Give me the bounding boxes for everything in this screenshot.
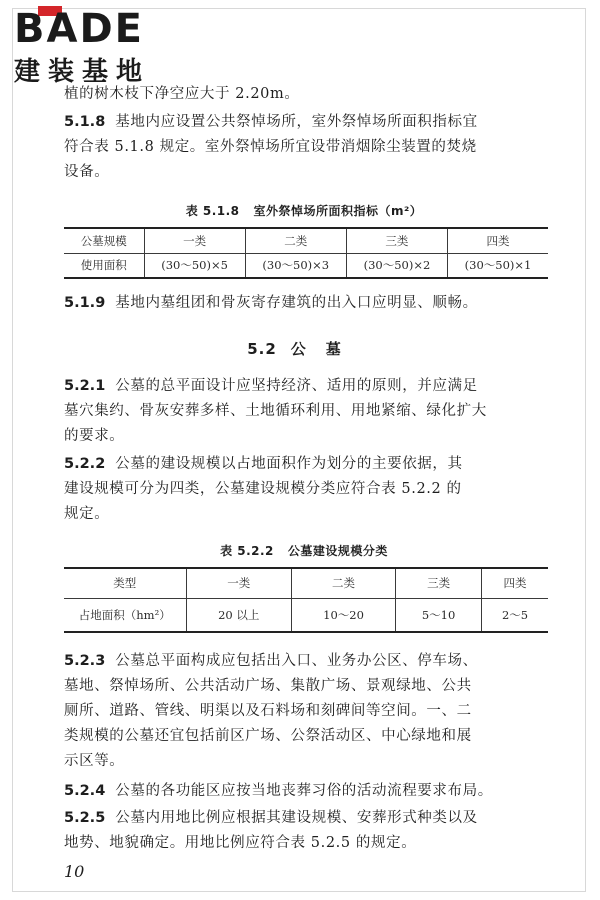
table-cell: 二类 (245, 228, 346, 253)
clause-number: 5.2.5 (64, 810, 106, 826)
table-cell: (30～50)×1 (448, 253, 548, 278)
clause-number: 5.2.1 (64, 378, 106, 394)
clause-line: 规定。 (64, 506, 110, 522)
clause-line: 公墓的总平面设计应坚持经济、适用的原则，并应满足 (115, 378, 478, 394)
table-cell: (30～50)×5 (144, 253, 245, 278)
intro-fragment: 植的树木枝下净空应大于 2.20m。 (64, 86, 300, 102)
caption-number: 表 5.1.8 (185, 204, 240, 218)
clause-line: 公墓总平面构成应包括出入口、业务办公区、停车场、 (115, 653, 478, 669)
page-number: 10 (64, 862, 85, 881)
table-cell: 一类 (144, 228, 245, 253)
section-heading-5-2 (64, 338, 544, 359)
table-5-2-2 (64, 567, 548, 633)
clause-line: 示区等。 (64, 753, 125, 769)
table-header-row (64, 228, 548, 253)
clause-number: 5.1.8 (64, 114, 106, 130)
table-cell: 5～10 (396, 598, 482, 632)
clause-5-2-3 (64, 649, 544, 774)
clause-line: 厕所、道路、管线、明渠以及石料场和刻碑间等空间。一、二 (64, 703, 472, 719)
clause-5-1-9 (64, 291, 544, 316)
table-row (64, 598, 548, 632)
clause-5-2-2 (64, 452, 544, 527)
table-cell: 四类 (448, 228, 548, 253)
caption-title: 公墓建设规模分类 (287, 544, 388, 558)
clause-text: 公墓的各功能区应按当地丧葬习俗的活动流程要求布局。 (115, 783, 493, 799)
clause-line: 类规模的公墓还宜包括前区广场、公祭活动区、中心绿地和展 (64, 728, 472, 744)
table-cell: 20 以上 (186, 598, 291, 632)
table-cell: 三类 (346, 228, 447, 253)
table-cell: 公墓规模 (64, 228, 144, 253)
table-caption-5-2-2 (64, 542, 544, 559)
table-cell: 类型 (64, 568, 186, 598)
table-cell: 使用面积 (64, 253, 144, 278)
table-5-1-8 (64, 227, 548, 279)
clause-number: 5.1.9 (64, 295, 106, 311)
table-cell: 占地面积（hm²） (64, 598, 186, 632)
clause-5-2-4 (64, 779, 544, 804)
clause-number: 5.2.2 (64, 456, 106, 472)
table-header-row (64, 568, 548, 598)
clause-line: 公墓内用地比例应根据其建设规模、安葬形式种类以及 (115, 810, 478, 826)
table-cell: (30～50)×2 (346, 253, 447, 278)
clause-5-2-5 (64, 806, 544, 856)
clause-number: 5.2.3 (64, 653, 106, 669)
clause-line: 墓地、祭悼场所、公共活动广场、集散广场、景观绿地、公共 (64, 678, 472, 694)
section-number: 5.2 (247, 340, 277, 358)
logo-subtitle: 建装基地 (14, 57, 151, 87)
clause-line: 符合表 5.1.8 规定。室外祭悼场所宜设带消烟除尘装置的焚烧 (64, 139, 477, 155)
section-title: 公墓 (290, 340, 361, 358)
table-cell: (30～50)×3 (245, 253, 346, 278)
clause-line: 基地内应设置公共祭悼场所，室外祭悼场所面积指标宜 (115, 114, 478, 130)
clause-line: 公墓的建设规模以占地面积作为划分的主要依据，其 (115, 456, 463, 472)
table-cell: 一类 (186, 568, 291, 598)
caption-number: 表 5.2.2 (220, 544, 274, 558)
clause-line: 地势、地貌确定。用地比例应符合表 5.2.5 的规定。 (64, 835, 417, 851)
caption-title: 室外祭悼场所面积指标（m²） (253, 204, 423, 218)
clause-line: 建设规模可分为四类，公墓建设规模分类应符合表 5.2.2 的 (64, 481, 462, 497)
logo-brand-text: BADE (14, 6, 144, 52)
table-cell: 四类 (482, 568, 548, 598)
clause-5-2-1 (64, 374, 544, 449)
table-cell: 三类 (396, 568, 482, 598)
clause-5-1-8 (64, 110, 544, 185)
clause-line: 墓穴集约、骨灰安葬多样、土地循环利用、用地紧缩、绿化扩大 (64, 403, 487, 419)
clause-line: 的要求。 (64, 428, 125, 444)
clause-number: 5.2.4 (64, 783, 106, 799)
table-cell: 2～5 (482, 598, 548, 632)
table-row (64, 253, 548, 278)
brand-logo (14, 6, 184, 92)
table-cell: 二类 (291, 568, 395, 598)
clause-text: 基地内墓组团和骨灰寄存建筑的出入口应明显、顺畅。 (115, 295, 478, 311)
table-caption-5-1-8 (64, 202, 544, 219)
table-cell: 10～20 (291, 598, 395, 632)
clause-line: 设备。 (64, 164, 110, 180)
